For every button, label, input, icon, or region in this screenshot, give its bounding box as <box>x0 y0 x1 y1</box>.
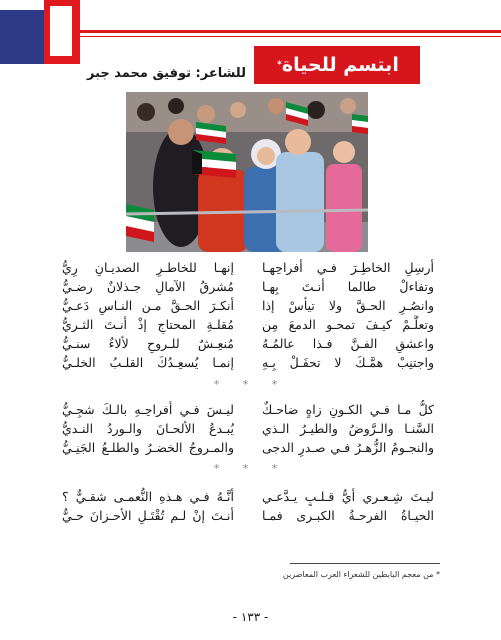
stanza-1-left <box>62 258 234 372</box>
poem-title <box>254 46 420 84</box>
verse-line: والنجـومُ الزُّهـرُ فـي صـدرِ الدجى <box>262 440 434 455</box>
verse-line: والمـروجُ الخضـرُ والطلـعُ الجَنِـيُّ <box>62 440 234 455</box>
stanza-3-right <box>262 487 434 525</box>
poet-name: للشاعر: توفيق محمد جبر <box>86 66 246 81</box>
verse-line: وتفاءلْ طالما أنـتَ بِهـا <box>262 279 434 294</box>
verse-line: ليـتَ شِـعـري أيُّ قـلـبٍ يـدَّعـي <box>262 489 434 504</box>
verse-line: إنهـا للخاطـرِ الصديـانِ رِيُّ <box>62 260 234 275</box>
verse-line: يُبـدعُ الألحـانَ والـوردُ النـديُّ <box>62 421 234 436</box>
stanza-1-right <box>262 258 434 372</box>
crowd-photo <box>126 92 368 252</box>
verse-line: مُشرقُ الآمالِ جـذلانٌ رضـيُّ <box>62 279 234 294</box>
verse-line: إنمـا يُسعِـدُكَ القلـبُ الخلـيُّ <box>62 355 234 370</box>
verse-line: وانصُـرِ الحـقَّ ولا تيأسْ إذا <box>262 298 434 313</box>
footnote: * من معجم البابطين للشعراء العرب المعاصرين <box>282 570 440 579</box>
verse-line: واجتنِبْ همَّـكَ لا تحفَـلْ بِـهِ <box>262 355 434 370</box>
verse-line: مُنعِـشٌ للـروحِ لألاءٌ سنـيُّ <box>62 336 234 351</box>
verse-line: أرسِلِ الخاطِـرَ فـي أفراحِهـا <box>262 260 434 275</box>
verse-line: كلُّ مـا فـي الكـونِ زاهٍ ضاحـكٌ <box>262 402 434 417</box>
stanza-separator: * * * <box>213 462 288 475</box>
page-number: - ١٣٣ - <box>232 610 269 624</box>
verse-line: ليـسَ فـي أفراحِـهِ بالـكَ شجِـيُّ <box>62 402 234 417</box>
verse-line: أنـتَ إنْ لـم تُقْتَـلِ الأحـزانَ حـيٌّ <box>62 508 234 523</box>
poem-title-text: ابتسم للحياة <box>281 54 399 76</box>
stanza-separator: * * * <box>213 378 288 391</box>
verse-line: مُقلـةِ المحتاجِ إذْ أنـتَ الثـريُّ <box>62 317 234 332</box>
verse-line: واعشقِ الفـنَّ فـذا عالمُـهُ <box>262 336 434 351</box>
header-red-rule <box>80 30 501 33</box>
photo-crowd-flags-icon <box>126 92 368 252</box>
verse-line: الحيـاةُ الفرحـةُ الكبـرى فمـا <box>262 508 434 523</box>
verse-line: أنكـرَ الحـقَّ مـن النـاسِ دَعـيُّ <box>62 298 234 313</box>
verse-line: وتعلَّـمْ كيـفَ تمحـو الدمعَ مِن <box>262 317 434 332</box>
stanza-3-left <box>62 487 234 525</box>
stanza-2-right <box>262 400 434 457</box>
stanza-2-left <box>62 400 234 457</box>
footnote-rule <box>290 563 440 564</box>
corner-inner-block <box>50 6 72 56</box>
verse-line: أنَّـهُ فـي هـذهِ النُّعمـى شقـيٌّ ؟ <box>62 489 234 504</box>
verse-line: السَّنـا والـرَّوضُ والطيـرُ الـذي <box>262 421 434 436</box>
title-footnote-marker: * <box>277 60 282 70</box>
header-red-thin-rule <box>80 36 501 37</box>
